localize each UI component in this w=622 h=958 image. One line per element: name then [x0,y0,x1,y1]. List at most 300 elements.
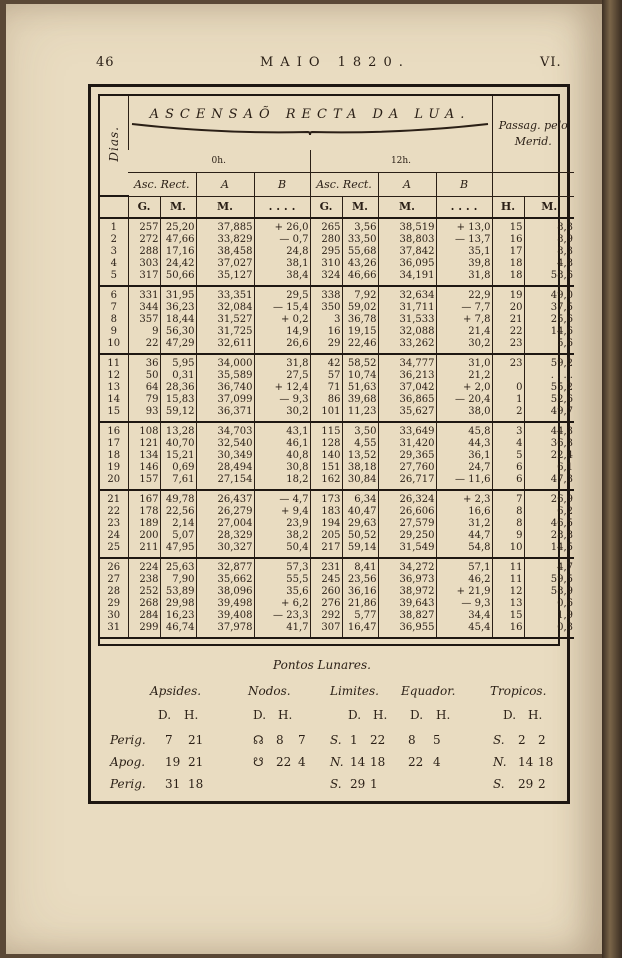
value-passag-m: 6,1 [557,462,573,473]
value-passag-h: 15 [509,222,523,233]
value-b-12: + 2,0 [463,382,491,393]
value-asc-m-12: 58,52 [347,358,377,369]
table-body [100,218,574,638]
col-asc-rect-12: Asc. Rect. [310,172,378,196]
value-b-12: — 7,7 [461,302,491,313]
value-asc-g-12: 276 [321,598,341,609]
value-a-0: 27,154 [217,474,253,485]
point-value: 2 [538,777,546,791]
value-b-12: 54,8 [468,542,491,553]
value-asc-m-0: 31,95 [165,290,195,301]
point-value: 21 [188,755,204,769]
value-passag-m: 28,8 [550,530,573,541]
value-asc-m-12: 23,56 [347,574,377,585]
cell-b-0 [254,558,310,638]
point-value: 14 [518,755,534,769]
value-passag-h: 15 [509,610,523,621]
value-asc-m-0: 36,23 [165,302,195,313]
hour-12-header: 12h. [310,150,492,172]
point-value: 4 [298,755,306,769]
value-b-12: 46,2 [468,574,491,585]
point-value: 7 [165,733,173,747]
cell-b-12 [436,354,492,422]
value-asc-m-0: 0,31 [172,370,195,381]
value-b-12: 30,2 [468,338,491,349]
dias-label: Dias. [106,126,121,162]
value-passag-h: 18 [509,270,523,281]
value-asc-m-12: 43,26 [347,258,377,269]
value-day: 30 [107,610,121,621]
cell-asc-g-0 [128,218,160,286]
value-asc-g-12: 324 [321,270,341,281]
head-nodos: Nodos. [248,684,291,698]
value-passag-m: 4,7 [557,562,573,573]
value-day: 29 [107,598,121,609]
point-label: Apog. [110,755,146,769]
value-asc-g-0: 252 [139,586,159,597]
value-asc-g-12: 292 [321,610,341,621]
value-a-12: 39,643 [399,598,435,609]
value-day: 14 [107,394,121,405]
unit-m: M. [160,196,196,218]
value-asc-m-12: 40,47 [347,506,377,517]
value-passag-m: 26,9 [550,494,573,505]
passag-spacer [492,172,574,196]
value-asc-m-0: 17,16 [165,246,195,257]
head-apsides: Apsides. [150,684,202,698]
value-b-12: 44,7 [468,530,491,541]
value-a-0: 35,127 [217,270,253,281]
value-a-0: 34,703 [217,426,253,437]
value-passag-h: 11 [509,562,523,573]
value-asc-g-12: 205 [321,530,341,541]
value-b-0: 14,9 [286,326,309,337]
value-asc-m-12: 4,55 [354,438,377,449]
cell-passag-h [492,422,524,490]
cell-asc-g-0 [128,286,160,354]
unit-m-passag: M. [524,196,574,218]
cell-b-12 [436,218,492,286]
value-b-0: 27,5 [286,370,309,381]
value-a-0: 38,096 [217,586,253,597]
page-roman: VI. [540,55,562,70]
value-a-12: 31,549 [399,542,435,553]
value-asc-g-0: 257 [139,222,159,233]
value-asc-m-12: 46,66 [347,270,377,281]
value-asc-m-0: 59,12 [165,406,195,417]
value-b-0: — 15,4 [273,302,309,313]
value-asc-m-12: 59,14 [347,542,377,553]
point-value: 18 [188,777,204,791]
point-value: 8 [276,733,284,747]
value-day: 8 [110,314,117,325]
value-passag-h: 5 [516,450,523,461]
value-asc-g-0: 189 [139,518,159,529]
value-a-0: 39,498 [217,598,253,609]
value-day: 12 [107,370,121,381]
value-b-0: + 0,2 [281,314,309,325]
cell-asc-m-12 [342,354,378,422]
head-tropicos: Tropicos. [490,684,547,698]
value-asc-g-12: 338 [321,290,341,301]
value-asc-g-0: 93 [145,406,159,417]
value-asc-g-0: 121 [139,438,159,449]
value-b-0: 55,5 [286,574,309,585]
value-passag-m: 49,7 [550,406,573,417]
passag-header [492,96,574,172]
value-passag-h [494,370,523,382]
value-asc-g-0: 331 [139,290,159,301]
value-asc-m-12: 10,74 [347,370,377,381]
value-passag-h: 18 [509,258,523,269]
value-day: 18 [107,450,121,461]
value-passag-h: 12 [509,586,523,597]
value-b-0: 23,9 [286,518,309,529]
cell-asc-m-0 [160,354,196,422]
value-day: 17 [107,438,121,449]
value-a-0: 38,458 [217,246,253,257]
value-passag-m: 1,9 [557,610,573,621]
value-a-0: 35,662 [217,574,253,585]
cell-b-0 [254,490,310,558]
brace-ornament [130,122,490,136]
cell-a-12 [378,558,436,638]
value-asc-m-12: 36,16 [347,586,377,597]
value-a-0: 33,829 [217,234,253,245]
value-day: 4 [110,258,117,269]
value-asc-g-12: 151 [321,462,341,473]
value-passag-m: 46,5 [550,518,573,529]
cell-b-12 [436,422,492,490]
value-asc-m-12: 19,15 [347,326,377,337]
value-asc-g-0: 167 [139,494,159,505]
value-asc-m-12: 13,52 [347,450,377,461]
value-asc-m-12: 51,63 [347,382,377,393]
value-b-0: + 12,4 [274,382,309,393]
value-a-0: 37,978 [217,622,253,633]
value-day: 3 [110,246,117,257]
value-b-12: — 9,3 [461,598,491,609]
value-a-12: 26,324 [399,494,435,505]
value-passag-m: 22,4 [550,450,573,461]
value-a-12: 36,865 [399,394,435,405]
unit-a-m: M. [196,196,254,218]
cell-asc-m-0 [160,422,196,490]
value-passag-m: 44,3 [550,426,573,437]
value-passag-m: 0,6 [557,598,573,609]
value-passag-h: 1 [516,394,523,405]
value-asc-g-12: 307 [321,622,341,633]
unit-h: H. [492,196,524,218]
value-passag-m: . . . . [550,370,573,381]
ascension-table-box [98,94,573,646]
value-passag-m: 36,3 [550,438,573,449]
ascension-table [100,96,574,639]
value-passag-h: 3 [516,426,523,437]
cell-a-0 [196,422,254,490]
table-title: ASCENSAÕ RECTA DA LUA. [149,107,471,122]
value-day: 16 [107,426,121,437]
unit-m-12: M. [342,196,378,218]
value-asc-g-12: 260 [321,586,341,597]
value-asc-g-0: 357 [139,314,159,325]
dh-d-label: D. [348,708,362,722]
value-a-12: 31,711 [399,302,435,313]
unit-g-12: G. [310,196,342,218]
value-asc-m-0: 0,69 [172,462,195,473]
value-asc-m-0: 47,95 [165,542,195,553]
cell-passag-m [524,218,574,286]
value-b-0: — 4,7 [279,494,309,505]
value-day: 1 [110,222,117,233]
unit-g: G. [128,196,160,218]
value-passag-m: 14,6 [550,326,573,337]
value-asc-m-0: 22,56 [165,506,195,517]
point-value: 19 [165,755,181,769]
value-b-12: + 2,3 [463,494,491,505]
value-a-12: 26,606 [399,506,435,517]
cell-a-12 [378,286,436,354]
value-asc-g-12: 350 [321,302,341,313]
value-a-12: 29,250 [399,530,435,541]
value-asc-g-0: 9 [152,326,159,337]
point-value: S. [493,733,505,747]
value-asc-m-12: 16,47 [347,622,377,633]
value-asc-m-0: 49,78 [165,494,195,505]
cell-asc-m-0 [160,490,196,558]
value-asc-g-12: 231 [321,562,341,573]
value-passag-m: 59,5 [550,574,573,585]
cell-a-12 [378,422,436,490]
value-a-0: 37,099 [217,394,253,405]
value-asc-m-12: 59,02 [347,302,377,313]
value-a-0: 31,725 [217,326,253,337]
cell-a-0 [196,286,254,354]
value-day: 19 [107,462,121,473]
value-b-0: + 9,4 [281,506,309,517]
value-b-0: — 23,3 [273,610,309,621]
point-value: 29 [518,777,534,791]
value-a-0: 32,877 [217,562,253,573]
value-asc-g-0: 108 [139,426,159,437]
value-asc-g-0: 146 [139,462,159,473]
value-asc-m-0: 46,74 [165,622,195,633]
value-a-0: 37,027 [217,258,253,269]
table-row-group [100,354,574,422]
value-asc-g-0: 238 [139,574,159,585]
value-asc-m-12: 7,92 [354,290,377,301]
col-a-0: A [196,172,254,196]
table-row-group [100,558,574,638]
table-row-group [100,286,574,354]
value-asc-m-12: 33,50 [347,234,377,245]
value-b-12: — 20,4 [455,394,491,405]
cell-asc-g-12 [310,422,342,490]
value-passag-h: 0 [516,382,523,393]
value-asc-m-12: 38,18 [347,462,377,473]
point-label: Perig. [110,733,146,747]
value-day: 10 [107,338,121,349]
value-a-0: 30,349 [217,450,253,461]
cell-asc-g-0 [128,422,160,490]
value-b-12: + 13,0 [456,222,491,233]
value-passag-h: 13 [509,598,523,609]
cell-passag-h [492,558,524,638]
value-asc-g-12: 173 [321,494,341,505]
value-b-0: 30,8 [286,462,309,473]
value-day: 7 [110,302,117,313]
value-a-0: 31,527 [217,314,253,325]
value-b-12: 39,8 [468,258,491,269]
value-passag-h: 17 [509,246,523,257]
value-asc-g-12: 57 [327,370,341,381]
value-asc-m-12: 55,68 [347,246,377,257]
value-passag-m: 58,6 [550,270,573,281]
value-asc-m-12: 6,34 [354,494,377,505]
value-asc-g-0: 288 [139,246,159,257]
book-edge [602,0,622,958]
value-a-0: 32,084 [217,302,253,313]
value-asc-g-12: 295 [321,246,341,257]
value-a-12: 33,262 [399,338,435,349]
dh-d-label: D. [253,708,267,722]
value-passag-h: 8 [516,518,523,529]
value-asc-g-0: 178 [139,506,159,517]
value-b-0: 57,3 [286,562,309,573]
value-b-0: 26,6 [286,338,309,349]
point-value: 8 [408,733,416,747]
value-b-12: 45,8 [468,426,491,437]
value-a-12: 37,042 [399,382,435,393]
value-asc-m-12: 39,68 [347,394,377,405]
value-asc-g-0: 303 [139,258,159,269]
value-b-0: — 0,7 [279,234,309,245]
cell-asc-m-12 [342,422,378,490]
point-value: 1 [350,733,358,747]
cell-asc-m-0 [160,286,196,354]
value-b-12: 31,2 [468,518,491,529]
value-asc-g-0: 272 [139,234,159,245]
cell-asc-g-12 [310,490,342,558]
lunar-points [98,652,560,792]
point-value: 4 [433,755,441,769]
value-asc-m-0: 15,83 [165,394,195,405]
cell-asc-m-0 [160,558,196,638]
value-passag-m: 37,5 [550,302,573,313]
value-b-12: 34,4 [468,610,491,621]
value-asc-m-12: 3,50 [354,426,377,437]
value-b-0: + 6,2 [281,598,309,609]
value-asc-m-12: 50,52 [347,530,377,541]
value-b-12: + 7,8 [463,314,491,325]
unit-b-dots-12: . . . . [436,196,492,218]
value-passag-h: 22 [509,326,523,337]
value-asc-g-12: 194 [321,518,341,529]
dh-h-label: H. [278,708,293,722]
cell-a-12 [378,490,436,558]
value-b-0: 38,1 [286,258,309,269]
value-b-12: 44,3 [468,438,491,449]
value-day: 13 [107,382,121,393]
value-a-12: 34,191 [399,270,435,281]
value-asc-g-12: 101 [321,406,341,417]
value-asc-g-12: 29 [327,338,341,349]
value-a-12: 38,803 [399,234,435,245]
cell-day [100,490,128,558]
value-a-12: 38,827 [399,610,435,621]
point-value: N. [330,755,344,769]
point-label: Perig. [110,777,146,791]
cell-asc-m-12 [342,286,378,354]
value-b-0: 50,4 [286,542,309,553]
cell-asc-g-12 [310,218,342,286]
cell-b-0 [254,286,310,354]
table-row-group [100,422,574,490]
value-b-0: 29,5 [286,290,309,301]
table-row-group [100,218,574,286]
value-asc-g-0: 79 [145,394,159,405]
value-a-0: 34,000 [217,358,253,369]
cell-asc-m-12 [342,490,378,558]
cell-a-0 [196,490,254,558]
value-b-0: 31,8 [286,358,309,369]
value-a-12: 32,634 [399,290,435,301]
cell-passag-m [524,286,574,354]
unit-b-dots: . . . . [254,196,310,218]
value-passag-h: 6 [516,462,523,473]
cell-passag-m [524,490,574,558]
value-passag-m: 52,6 [550,394,573,405]
value-a-0: 32,540 [217,438,253,449]
value-a-0: 28,329 [217,530,253,541]
value-passag-h: 19 [509,290,523,301]
value-asc-g-12: 162 [321,474,341,485]
value-passag-m: 59,2 [550,358,573,369]
cell-asc-g-0 [128,558,160,638]
dh-h-label: H. [373,708,388,722]
value-asc-g-12: 115 [321,426,341,437]
value-day: 6 [110,290,117,301]
value-passag-m: 6,2 [557,506,573,517]
value-b-12: 31,8 [468,270,491,281]
value-a-12: 33,649 [399,426,435,437]
value-asc-m-12: 29,63 [347,518,377,529]
value-a-12: 36,095 [399,258,435,269]
value-a-0: 32,611 [217,338,253,349]
value-asc-g-12: 16 [327,326,341,337]
value-passag-h: 20 [509,302,523,313]
head-equador: Equador. [401,684,456,698]
cell-asc-m-12 [342,218,378,286]
value-a-0: 28,494 [217,462,253,473]
col-a-12: A [378,172,436,196]
value-b-0: 35,6 [286,586,309,597]
value-a-12: 38,972 [399,586,435,597]
value-asc-g-0: 157 [139,474,159,485]
value-asc-m-0: 47,29 [165,338,195,349]
value-passag-m: 8,3 [557,222,573,233]
value-asc-m-0: 47,66 [165,234,195,245]
value-passag-m: 8,3 [557,246,573,257]
cell-passag-h [492,286,524,354]
point-value: 22 [276,755,292,769]
value-b-12: + 21,9 [456,586,491,597]
cell-b-12 [436,490,492,558]
point-value: 1 [370,777,378,791]
value-passag-m: 4,8 [557,258,573,269]
value-passag-m: 58,9 [550,586,573,597]
value-asc-g-0: 64 [145,382,159,393]
